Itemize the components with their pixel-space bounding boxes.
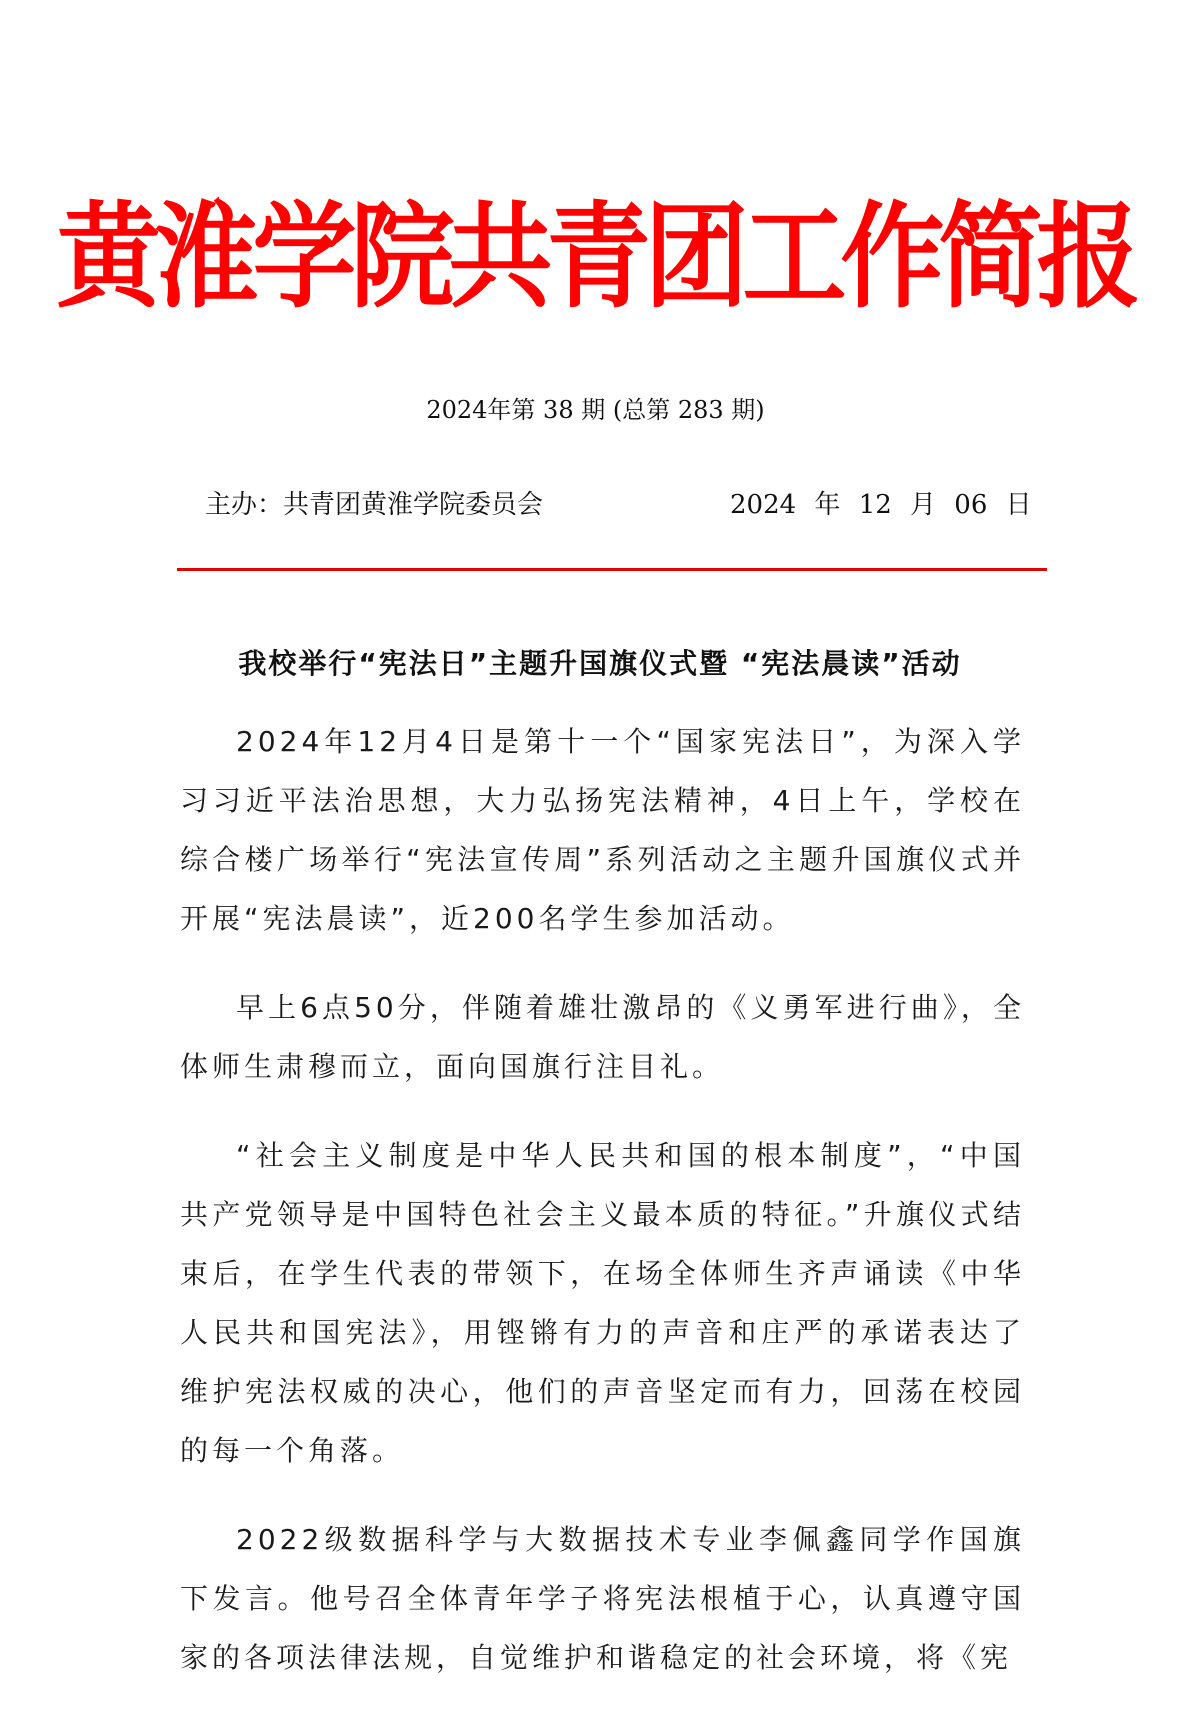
article-paragraph: 早上6点50分，伴随着雄壮激昂的《义勇军进行曲》，全体师生肃穆而立，面向国旗行注目礼。 bbox=[180, 991, 1025, 1083]
article-body bbox=[180, 712, 1025, 1717]
article-title: 我校举行“宪法日”主题升国旗仪式暨 “宪法晨读”活动 bbox=[238, 647, 962, 680]
article-paragraph: 2024年12月4日是第十一个“国家宪法日”，为深入学习习近平法治思想，大力弘扬宪法精神，4日上午，学校在综合楼广场举行“宪法宣传周”系列活动之主题升国旗仪式并开展“宪法晨读”，近200名学生参加活动。 bbox=[180, 725, 1025, 935]
header-divider bbox=[177, 568, 1047, 571]
article-paragraph: “社会主义制度是中华人民共和国的根本制度”，“中国共产党领导是中国特色社会主义最本质的特征。”升旗仪式结束后，在学生代表的带领下，在场全体师生齐声诵读《中华人民共和国宪法》，用铿锵有力的声音和庄严的承诺表达了维护宪法权威的决心，他们的声音坚定而有力，回荡在校园的每一个角落。 bbox=[180, 1139, 1025, 1467]
sponsor-label: 主办：共青团黄淮学院委员会 bbox=[205, 490, 544, 520]
masthead-title: 黄淮学院共青团工作简报 bbox=[56, 189, 1135, 325]
article-paragraph: 2022级数据科学与大数据技术专业李佩鑫同学作国旗下发言。他号召全体青年学子将宪法根植于心，认真遵守国家的各项法律法规，自觉维护和谐稳定的社会环境，将《宪 bbox=[180, 1523, 1025, 1674]
issue-number: 2024年第 38 期 (总第 283 期) bbox=[426, 396, 765, 424]
publish-date: 2024 年 12 月 06 日 bbox=[730, 490, 1032, 520]
